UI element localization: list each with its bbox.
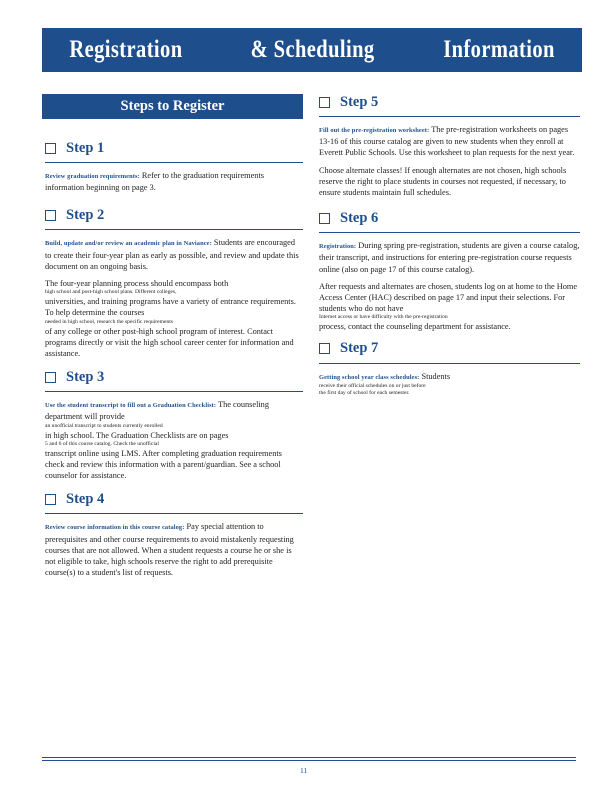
step-small-text: high school and post-high school plans. Different colleges, [45,289,177,296]
footer-divider [42,757,576,758]
step-title: Step 7 [340,340,379,357]
step-title: Step 6 [340,209,379,226]
checkbox-icon[interactable] [45,372,56,383]
step-paragraph: universities, and training programs have a variety of entrance requirements. To help determine the courses [45,297,296,318]
step-body: The pre-registration worksheets on pages 13-16 of this course catalog are given to new students when they enroll at Everett Public Schools. Use this worksheet to plan requests for the next year. [319,125,575,158]
step-text [45,237,303,359]
step-paragraph: The four-year planning process should encompass both [45,279,229,289]
step-paragraph: Choose alternate classes! If enough alternates are not chosen, high schools reserve the right to place students in courses not requested, if necessary, to ensure students maintain full schedules. [319,165,567,198]
step-text [45,170,303,193]
step-header [45,138,303,163]
step-title: Step 4 [66,490,105,507]
step-lead: Review course information in this course catalog: [45,524,185,532]
step-header [45,205,303,230]
step-5 [319,92,580,198]
step-small-text: needed in high school, research the specific requirements [45,318,173,325]
step-header [45,367,303,392]
step-paragraph: of any college or other post-high school program of interest. Contact programs directly or visit the high school career center for information and assistance. [45,326,294,359]
step-body: in high school. The Graduation Checklists are on pages [45,430,229,440]
step-3 [45,367,303,481]
step-header [319,339,580,364]
step-title: Step 3 [66,368,105,385]
step-lead: Getting school year class schedules: [319,373,420,381]
step-7 [319,339,580,397]
step-body: Students are encouraged to create their four-year plan as early as possible, and review and update this document on an ongoing basis. [45,238,299,271]
step-title: Step 2 [66,206,105,223]
step-header [319,92,580,117]
checkbox-icon[interactable] [45,210,56,221]
title-banner [42,28,582,72]
checkbox-icon[interactable] [319,213,330,224]
step-title: Step 1 [66,139,105,156]
title-word-registration: Registration [69,36,183,63]
left-column [45,138,303,584]
step-body: During spring pre-registration, students are given a course catalog, their transcript, and instructions for entering pre-registration course requests online (also on page 17 of this course catalog). [319,241,580,274]
step-paragraph: process, contact the counseling department for assistance. [319,322,511,332]
steps-heading: Steps to Register [42,94,303,119]
step-text [45,399,303,481]
step-lead: Use the student transcript to fill out a Graduation Checklist: [45,402,217,410]
step-body: transcript online using LMS. After completing graduation requirements check and review this information with a parent/guardian. See a school counselor for assistance. [45,448,282,481]
step-header [45,489,303,514]
step-small-text: an unofficial transcript to students currently enrolled [45,422,163,429]
step-paragraph: After requests and alternates are chosen, students log on at home to the Home Access Center (HAC) described on page 17 and input their selections. For students who do not have [319,281,578,314]
step-small-text: 5 and 6 of this course catalog. Check the unofficial [45,440,159,447]
right-column [319,92,580,403]
step-body: Refer to the graduation requirements information beginning on page 3. [45,171,264,193]
step-4 [45,489,303,578]
footer-divider [42,760,576,761]
step-2 [45,205,303,359]
page-number: 11 [300,766,308,775]
step-body: Pay special attention to prerequisites and other course requirements to avoid mistakenly requesting courses that are not allowed. When a student requests a course he or she is not eligible to take, high schools reserve the right to add prerequisite course(s) to a student's list of requests. [45,522,294,578]
step-small-text: receive their official schedules on or just before [319,382,426,389]
step-lead: Review graduation requirements: [45,173,140,180]
step-header [319,208,580,233]
checkbox-icon[interactable] [45,494,56,505]
step-title: Step 5 [340,93,379,110]
step-lead: Build, update and/or review an academic plan in Naviance: [45,240,212,248]
step-body: Students [421,371,451,381]
step-small-text: the first day of school for each semester. [319,389,410,396]
step-text [45,521,303,578]
checkbox-icon[interactable] [45,143,56,154]
step-lead: Registration: [319,243,357,251]
step-body: The counseling department will provide [45,400,269,422]
title-word-information: Information [442,36,555,63]
step-lead: Fill out the pre-registration worksheet: [319,127,430,134]
step-text [319,371,580,397]
checkbox-icon[interactable] [319,97,330,108]
step-6 [319,208,580,332]
step-text [319,124,580,198]
step-1 [45,138,303,193]
step-small-text: Internet access or have difficulty with the pre-registration [319,314,448,321]
title-word-scheduling: & Scheduling [250,36,375,63]
step-text [319,240,580,332]
checkbox-icon[interactable] [319,343,330,354]
